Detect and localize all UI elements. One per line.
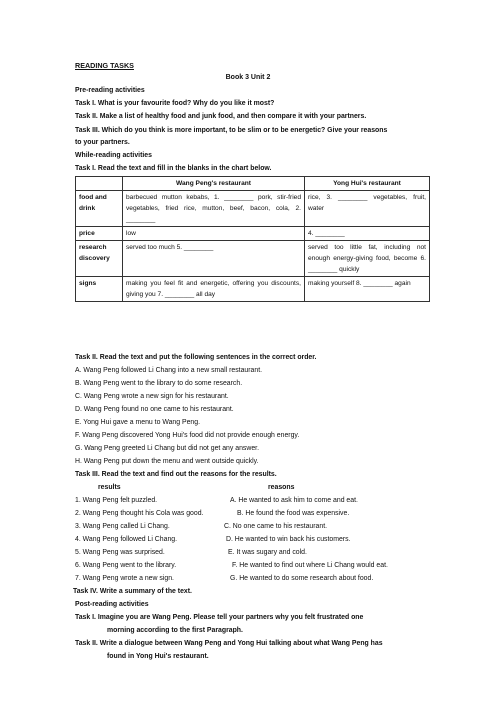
wang-cell: making you feel fit and energetic, offering you discounts, giving you 7. ________ all day <box>123 277 305 302</box>
result-1: 1. Wang Peng felt puzzled. <box>75 497 158 504</box>
results-label: results <box>98 484 121 491</box>
table-header-wang: Wang Peng's restaurant <box>123 177 305 191</box>
reason-c: C. No one came to his restaurant. <box>224 523 328 530</box>
reason-g: G. He wanted to do some research about food. <box>230 575 374 582</box>
row-label: signs <box>76 277 123 302</box>
sentence-e: E. Yong Hui gave a menu to Wang Peng. <box>75 419 201 426</box>
sentence-h: H. Wang Peng put down the menu and went outside quickly. <box>75 458 259 465</box>
while-reading-heading: While-reading activities <box>75 152 152 159</box>
wang-cell: barbecued mutton kebabs, 1. ________ pork, stir-fried vegetables, fried rice, mutton, beef, bacon, cola, 2. ________ <box>123 191 305 227</box>
reasons-label: reasons <box>268 484 295 491</box>
row-label: food and drink <box>76 191 123 227</box>
post-task-1: Task I. Imagine you are Wang Peng. Please tell your partners why you felt frustrated one <box>75 614 364 621</box>
result-3: 3. Wang Peng called Li Chang. <box>75 523 170 530</box>
pre-task-2: Task II. Make a list of healthy food and junk food, and then compare it with your partners. <box>75 113 367 120</box>
table-header-blank <box>76 177 123 191</box>
reason-a: A. He wanted to ask him to come and eat. <box>230 497 358 504</box>
while-task-3: Task III. Read the text and find out the reasons for the results. <box>75 471 277 478</box>
row-label: price <box>76 227 123 241</box>
sentence-b: B. Wang Peng went to the library to do some research. <box>75 380 243 387</box>
reason-b: B. He found the food was expensive. <box>237 510 350 517</box>
document-subtitle: Book 3 Unit 2 <box>225 74 271 81</box>
while-task-4: Task IV. Write a summary of the text. <box>73 588 192 595</box>
table-header-row <box>76 177 430 191</box>
while-task-1: Task I. Read the text and fill in the blanks in the chart below. <box>75 165 272 172</box>
table-header-yong: Yong Hui's restaurant <box>305 177 430 191</box>
table-row <box>76 227 430 241</box>
post-reading-heading: Post-reading activities <box>75 601 149 608</box>
pre-reading-heading: Pre-reading activities <box>75 87 145 94</box>
row-label: research discovery <box>76 241 123 277</box>
sentence-d: D. Wang Peng found no one came to his restaurant. <box>75 406 234 413</box>
yong-cell: 4. ________ <box>305 227 430 241</box>
sentence-g: G. Wang Peng greeted Li Chang but did not get any answer. <box>75 445 259 452</box>
table-row <box>76 191 430 227</box>
result-7: 7. Wang Peng wrote a new sign. <box>75 575 174 582</box>
wang-cell: served too much 5. ________ <box>123 241 305 277</box>
sentence-c: C. Wang Peng wrote a new sign for his restaurant. <box>75 393 229 400</box>
table-row <box>76 277 430 302</box>
result-4: 4. Wang Peng followed Li Chang. <box>75 536 178 543</box>
post-task-2: Task II. Write a dialogue between Wang Peng and Yong Hui talking about what Wang Peng has <box>75 640 383 647</box>
result-5: 5. Wang Peng was surprised. <box>75 549 165 556</box>
comparison-chart <box>75 176 430 302</box>
pre-task-1: Task I. What is your favourite food? Why do you like it most? <box>75 100 275 107</box>
wang-cell: low <box>123 227 305 241</box>
table-row <box>76 241 430 277</box>
document-title: READING TASKS <box>75 61 134 70</box>
post-task-2-cont: found in Yong Hui's restaurant. <box>107 653 209 660</box>
result-6: 6. Wang Peng went to the library. <box>75 562 177 569</box>
yong-cell: making yourself 8. ________ again <box>305 277 430 302</box>
while-task-2: Task II. Read the text and put the following sentences in the correct order. <box>75 354 317 361</box>
reason-d: D. He wanted to win back his customers. <box>226 536 351 543</box>
yong-cell: served too little fat, including not enough energy-giving food, become 6. ________ quickly <box>305 241 430 277</box>
sentence-f: F. Wang Peng discovered Yong Hui's food did not provide enough energy. <box>75 432 300 439</box>
yong-cell: rice, 3. ________ vegetables, fruit, water <box>305 191 430 227</box>
reason-e: E. It was sugary and cold. <box>228 549 307 556</box>
result-2: 2. Wang Peng thought his Cola was good. <box>75 510 204 517</box>
reason-f: F. He wanted to find out where Li Chang would eat. <box>232 562 388 569</box>
sentence-a: A. Wang Peng followed Li Chang into a new small restaurant. <box>75 367 263 374</box>
post-task-1-cont: morning according to the first Paragraph. <box>107 627 243 634</box>
pre-task-3: Task III. Which do you think is more important, to be slim or to be energetic? Give your reasons <box>75 127 388 134</box>
pre-task-3-cont: to your partners. <box>75 139 130 146</box>
